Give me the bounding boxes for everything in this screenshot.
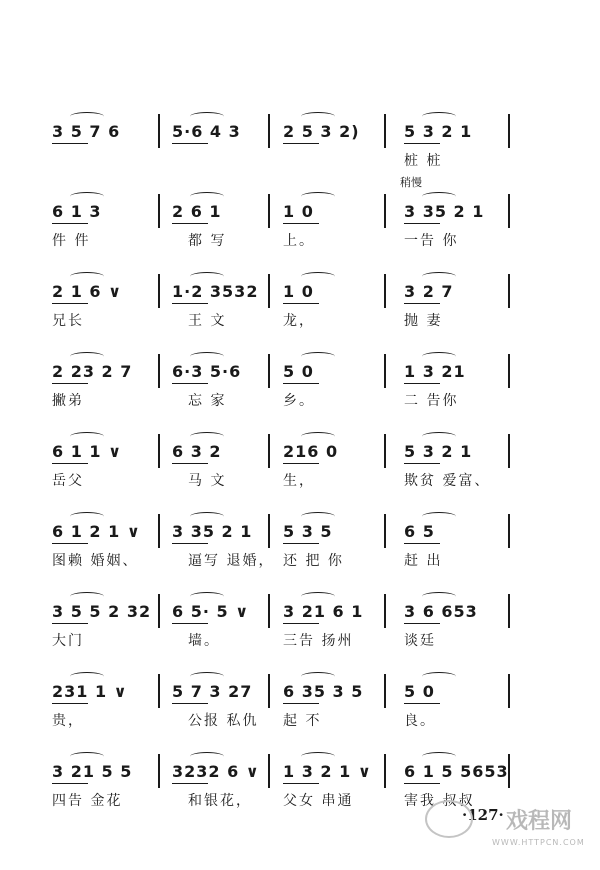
slur-arc (422, 432, 456, 441)
beam-underline (404, 543, 440, 544)
beam-underline (404, 623, 440, 624)
measure-notes: 6 5· 5 ∨ (172, 602, 250, 621)
beam-underline (172, 223, 208, 224)
bar-line (158, 434, 160, 468)
beam-underline (404, 703, 440, 704)
bar-line (384, 754, 386, 788)
slur-arc (301, 272, 335, 281)
staff-row (0, 512, 600, 592)
measure-notes: 6 1 5 5653 (404, 762, 509, 781)
slur-arc (190, 272, 224, 281)
bar-line (384, 594, 386, 628)
measure-notes: 5 3 2 1 (404, 442, 473, 461)
measure-notes: 5 3 5 (283, 522, 333, 541)
beam-underline (172, 543, 208, 544)
beam-underline (52, 703, 88, 704)
lyric-text: 王 文 (188, 313, 227, 329)
bar-line (508, 114, 510, 148)
slur-arc (70, 352, 104, 361)
measure-notes: 3 35 2 1 (404, 202, 485, 221)
bar-line (384, 514, 386, 548)
lyric-text: 马 文 (188, 473, 227, 489)
slur-arc (190, 112, 224, 121)
bar-line (268, 434, 270, 468)
measure-notes: 3 5 5 2 32 (52, 602, 152, 621)
beam-underline (404, 463, 440, 464)
slur-arc (190, 432, 224, 441)
bar-line (268, 514, 270, 548)
measure-notes: 5 0 (404, 682, 435, 701)
measure-notes: 3 2 7 (404, 282, 454, 301)
beam-underline (172, 303, 208, 304)
measure-notes: 1·2 3532 (172, 282, 259, 301)
measure-notes: 231 1 ∨ (52, 682, 128, 701)
staff-row (0, 112, 600, 192)
measure-notes: 2 5 3 2) (283, 122, 360, 141)
staff-row (0, 432, 600, 512)
bar-line (508, 434, 510, 468)
beam-underline (172, 703, 208, 704)
beam-underline (283, 143, 319, 144)
lyric-text: 四告 金花 (52, 793, 123, 809)
measure-notes: 6 3 2 (172, 442, 222, 461)
measure-notes: 3 6 653 (404, 602, 478, 621)
beam-underline (283, 543, 319, 544)
measure-notes: 3 21 6 1 (283, 602, 364, 621)
beam-underline (52, 223, 88, 224)
watermark-url: WWW.HTTPCN.COM (492, 838, 585, 847)
lyric-text: 贵， (52, 713, 84, 729)
lyric-text: 图赖 婚姻、 (52, 553, 139, 569)
bar-line (508, 194, 510, 228)
bar-line (268, 354, 270, 388)
bar-line (158, 754, 160, 788)
slur-arc (422, 752, 456, 761)
lyric-text: 谈廷 (404, 633, 436, 649)
lyric-text: 还 把 你 (283, 553, 344, 569)
slur-arc (70, 272, 104, 281)
page-number: ·127· (462, 806, 504, 824)
measure-notes: 2 1 6 ∨ (52, 282, 123, 301)
beam-underline (283, 463, 319, 464)
beam-underline (52, 783, 88, 784)
bar-line (508, 514, 510, 548)
measure-notes: 6 1 2 1 ∨ (52, 522, 141, 541)
staff-row (0, 592, 600, 672)
bar-line (158, 114, 160, 148)
slur-arc (301, 592, 335, 601)
tempo-direction: 稍慢 (400, 176, 422, 189)
slur-arc (190, 512, 224, 521)
lyric-text: 龙， (283, 313, 315, 329)
measure-notes: 5 7 3 27 (172, 682, 253, 701)
beam-underline (172, 383, 208, 384)
beam-underline (404, 383, 440, 384)
lyric-text: 上。 (283, 233, 315, 249)
lyric-text: 乡。 (283, 393, 315, 409)
slur-arc (422, 352, 456, 361)
measure-notes: 2 23 2 7 (52, 362, 133, 381)
slur-arc (190, 352, 224, 361)
beam-underline (52, 383, 88, 384)
bar-line (268, 754, 270, 788)
bar-line (158, 354, 160, 388)
lyric-text: 公报 私仇 (188, 713, 259, 729)
bar-line (384, 114, 386, 148)
slur-arc (422, 672, 456, 681)
lyric-text: 岳父 (52, 473, 84, 489)
bar-line (158, 274, 160, 308)
bar-line (158, 514, 160, 548)
measure-notes: 6 35 3 5 (283, 682, 364, 701)
lyric-text: 三告 扬州 (283, 633, 354, 649)
lyric-text: 忘 家 (188, 393, 227, 409)
slur-arc (301, 752, 335, 761)
lyric-text: 和银花， (188, 793, 252, 809)
measure-notes: 6·3 5·6 (172, 362, 242, 381)
lyric-text: 桩 桩 (404, 153, 443, 169)
lyric-text: 欺贫 爱富、 (404, 473, 491, 489)
slur-arc (190, 752, 224, 761)
bar-line (158, 674, 160, 708)
slur-arc (422, 512, 456, 521)
slur-arc (301, 512, 335, 521)
measure-notes: 6 5 (404, 522, 435, 541)
watermark-site-name: 戏程网 (506, 809, 573, 834)
lyric-text: 抛 妻 (404, 313, 443, 329)
slur-arc (422, 272, 456, 281)
beam-underline (52, 303, 88, 304)
measure-notes: 2 6 1 (172, 202, 222, 221)
beam-underline (52, 143, 88, 144)
beam-underline (283, 223, 319, 224)
lyric-text: 良。 (404, 713, 436, 729)
measure-notes: 6 1 3 (52, 202, 102, 221)
beam-underline (283, 303, 319, 304)
measure-notes: 5·6 4 3 (172, 122, 241, 141)
staff-row (0, 672, 600, 752)
slur-arc (301, 672, 335, 681)
slur-arc (70, 672, 104, 681)
slur-arc (190, 672, 224, 681)
measure-notes: 6 1 1 ∨ (52, 442, 123, 461)
beam-underline (172, 783, 208, 784)
measure-notes: 1 0 (283, 282, 314, 301)
slur-arc (301, 192, 335, 201)
beam-underline (172, 623, 208, 624)
lyric-text: 都 写 (188, 233, 227, 249)
measure-notes: 3 21 5 5 (52, 762, 133, 781)
bar-line (508, 274, 510, 308)
beam-underline (283, 783, 319, 784)
bar-line (268, 194, 270, 228)
slur-arc (70, 192, 104, 201)
lyric-text: 害我 叔叔 (404, 793, 475, 809)
bar-line (384, 674, 386, 708)
bar-line (268, 594, 270, 628)
bar-line (384, 434, 386, 468)
lyric-text: 逼写 退婚， (188, 553, 275, 569)
beam-underline (283, 383, 319, 384)
lyric-text: 赶 出 (404, 553, 443, 569)
watermark-logo-icon (425, 800, 473, 838)
beam-underline (404, 223, 440, 224)
beam-underline (404, 303, 440, 304)
bar-line (384, 354, 386, 388)
measure-notes: 3 5 7 6 (52, 122, 121, 141)
slur-arc (70, 752, 104, 761)
beam-underline (404, 783, 440, 784)
lyric-text: 件 件 (52, 233, 91, 249)
bar-line (508, 674, 510, 708)
slur-arc (301, 112, 335, 121)
bar-line (268, 114, 270, 148)
measure-notes: 5 0 (283, 362, 314, 381)
beam-underline (52, 463, 88, 464)
measure-notes: 1 3 21 (404, 362, 466, 381)
bar-line (158, 594, 160, 628)
measure-notes: 216 0 (283, 442, 339, 461)
bar-line (384, 274, 386, 308)
measure-notes: 1 0 (283, 202, 314, 221)
slur-arc (301, 432, 335, 441)
lyric-text: 一告 你 (404, 233, 459, 249)
bar-line (508, 594, 510, 628)
slur-arc (301, 352, 335, 361)
slur-arc (190, 192, 224, 201)
bar-line (158, 194, 160, 228)
slur-arc (422, 112, 456, 121)
measure-notes: 3 35 2 1 (172, 522, 253, 541)
slur-arc (70, 112, 104, 121)
bar-line (384, 194, 386, 228)
lyric-text: 大门 (52, 633, 84, 649)
lyric-text: 父女 串通 (283, 793, 354, 809)
bar-line (508, 354, 510, 388)
lyric-text: 墙。 (188, 633, 220, 649)
measure-notes: 1 3 2 1 ∨ (283, 762, 372, 781)
beam-underline (283, 623, 319, 624)
slur-arc (422, 592, 456, 601)
slur-arc (70, 512, 104, 521)
beam-underline (52, 623, 88, 624)
staff-row (0, 352, 600, 432)
beam-underline (404, 143, 440, 144)
lyric-text: 生， (283, 473, 315, 489)
slur-arc (70, 592, 104, 601)
beam-underline (52, 543, 88, 544)
lyric-text: 起 不 (283, 713, 322, 729)
staff-row (0, 176, 600, 272)
lyric-text: 撇弟 (52, 393, 84, 409)
slur-arc (190, 592, 224, 601)
beam-underline (283, 703, 319, 704)
measure-notes: 3232 6 ∨ (172, 762, 260, 781)
lyric-text: 兄长 (52, 313, 84, 329)
beam-underline (172, 463, 208, 464)
bar-line (268, 674, 270, 708)
beam-underline (172, 143, 208, 144)
slur-arc (422, 192, 456, 201)
staff-row (0, 272, 600, 352)
bar-line (268, 274, 270, 308)
lyric-text: 二 告你 (404, 393, 459, 409)
measure-notes: 5 3 2 1 (404, 122, 473, 141)
slur-arc (70, 432, 104, 441)
